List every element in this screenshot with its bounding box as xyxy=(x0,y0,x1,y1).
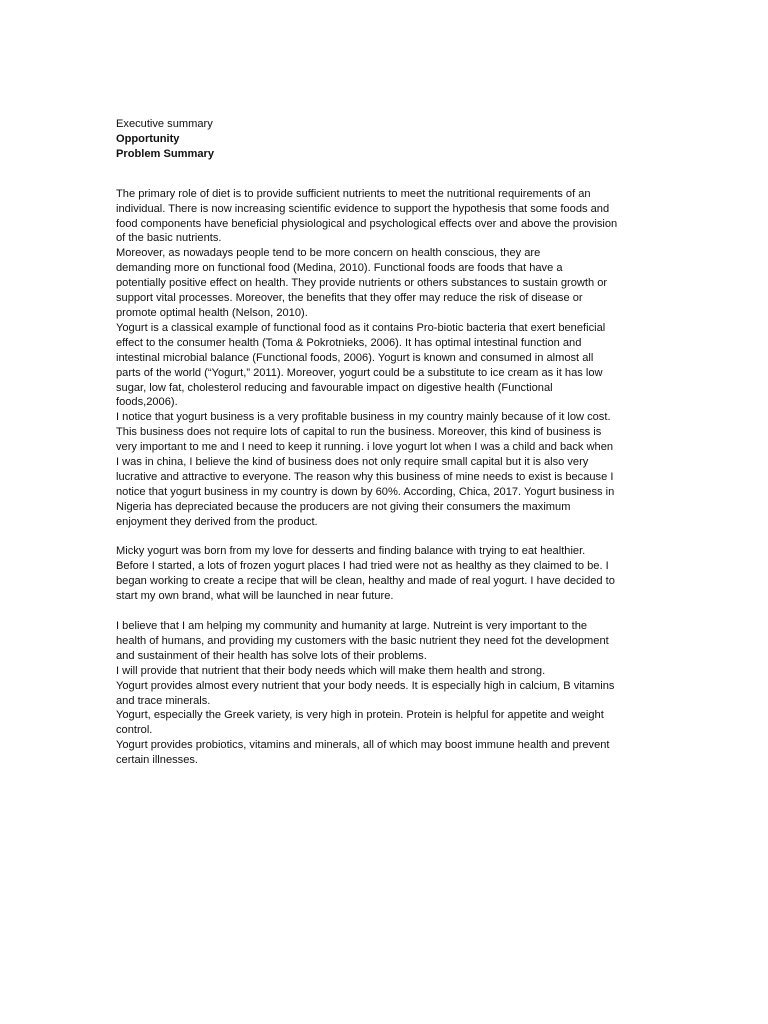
text-line: and sustainment of their health has solve lots of their problems. xyxy=(116,649,427,662)
text-line: individual. There is now increasing scientific evidence to support the hypothesis that some foods and xyxy=(116,202,610,215)
text-line: enjoyment they derived from the product. xyxy=(116,515,318,528)
text-line: Moreover, as nowadays people tend to be more concern on health conscious, they are xyxy=(116,247,541,260)
text-line: support vital processes. Moreover, the benefits that they offer may reduce the risk of disease or xyxy=(116,292,583,305)
text-line: I notice that yogurt business is a very profitable business in my country mainly because of it low cost. xyxy=(116,411,611,424)
paragraph-community xyxy=(116,619,656,768)
text-line: I will provide that nutrient that their body needs which will make them health and strong. xyxy=(116,664,546,677)
text-line: I believe that I am helping my community and humanity at large. Nutreint is very important to the xyxy=(116,619,588,632)
spacer xyxy=(116,530,656,545)
text-line: Yogurt, especially the Greek variety, is very high in protein. Protein is helpful for appetite and weight xyxy=(116,709,604,722)
text-line: lucrative and attractive to everyone. The reason why this business of mine needs to exist is because I xyxy=(116,470,614,483)
text-line: sugar, low fat, cholesterol reducing and favourable impact on digestive health (Functional xyxy=(116,381,553,394)
text-line: foods,2006). xyxy=(116,396,178,409)
text-line: promote optimal health (Nelson, 2010). xyxy=(116,306,308,319)
text-line: Yogurt provides probiotics, vitamins and minerals, all of which may boost immune health and prevent xyxy=(116,739,610,752)
text-line: potentially positive effect on health. They provide nutrients or others substances to sustain growth or xyxy=(116,277,608,290)
text-line: The primary role of diet is to provide sufficient nutrients to meet the nutritional requirements of an xyxy=(116,187,591,200)
text-line: health of humans, and providing my customers with the basic nutrient they need fot the development xyxy=(116,634,609,647)
document-body xyxy=(116,117,656,768)
text-line: Yogurt provides almost every nutrient that your body needs. It is especially high in calcium, B vitamins xyxy=(116,679,615,692)
text-line: control. xyxy=(116,724,153,737)
text-line: certain illnesses. xyxy=(116,754,199,767)
heading-opportunity: Opportunity xyxy=(116,132,180,145)
text-line: I was in china, I believe the kind of business does not only require small capital but it is also very xyxy=(116,456,589,469)
text-line: intestinal microbial balance (Functional foods, 2006). Yogurt is known and consumed in almost all xyxy=(116,351,594,364)
text-line: Before I started, a lots of frozen yogurt places I had tried were not as healthy as they claimed to be. I xyxy=(116,560,609,573)
text-line: food components have beneficial physiological and psychological effects over and above the provision xyxy=(116,217,618,230)
heading-problem-summary: Problem Summary xyxy=(116,147,215,160)
text-line: and trace minerals. xyxy=(116,694,211,707)
paragraph-intro xyxy=(116,187,656,530)
paragraph-micky-yogurt xyxy=(116,544,656,604)
text-line: This business does not require lots of capital to run the business. Moreover, this kind of business is xyxy=(116,426,602,439)
text-line: notice that yogurt business in my country is down by 60%. According, Chica, 2017. Yogurt business in xyxy=(116,485,615,498)
text-line: effect to the consumer health (Toma & Pokrotnieks, 2006). It has optimal intestinal function and xyxy=(116,336,582,349)
text-line: very important to me and I need to keep it running. i love yogurt lot when I was a child and back when xyxy=(116,441,614,454)
text-line: parts of the world (“Yogurt,” 2011). Moreover, yogurt could be a substitute to ice cream as it has low xyxy=(116,366,603,379)
spacer xyxy=(116,604,656,619)
text-line: Micky yogurt was born from my love for desserts and finding balance with trying to eat healthier. xyxy=(116,545,586,558)
heading-executive-summary: Executive summary xyxy=(116,118,213,130)
text-line: of the basic nutrients. xyxy=(116,232,222,245)
text-line: start my own brand, what will be launched in near future. xyxy=(116,590,394,603)
text-line: Yogurt is a classical example of functional food as it contains Pro-biotic bacteria that exert beneficial xyxy=(116,321,606,334)
text-line: Nigeria has depreciated because the producers are not giving their consumers the maximum xyxy=(116,500,571,513)
text-line: demanding more on functional food (Medina, 2010). Functional foods are foods that have a xyxy=(116,262,563,275)
text-line: began working to create a recipe that will be clean, healthy and made of real yogurt. I have decided to xyxy=(116,575,615,588)
spacer xyxy=(116,162,656,187)
